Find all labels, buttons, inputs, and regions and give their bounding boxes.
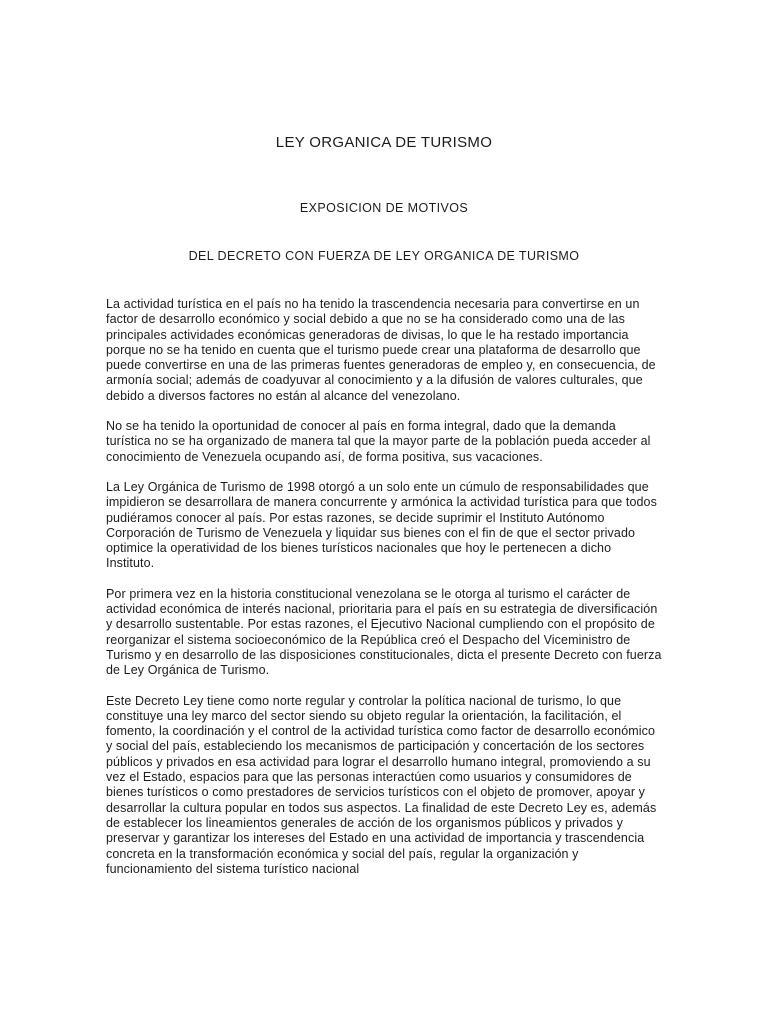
document-title: LEY ORGANICA DE TURISMO: [275, 134, 493, 151]
document-subtitle: EXPOSICION DE MOTIVOS: [299, 201, 469, 215]
document-subheading: DEL DECRETO CON FUERZA DE LEY ORGANICA DE TURISMO: [188, 249, 580, 263]
paragraph: La Ley Orgánica de Turismo de 1998 otorgó a un solo ente un cúmulo de responsabilidades que impidieron se desarrollara de manera concurrente y armónica la actividad turística para que todos pudiéramos conocer al país. Por estas razones, se decide suprimir el Instituto Autónomo Corporación de Turismo de Venezuela y liquidar sus bienes con el fin de que el sector privado optimice la operatividad de los bienes turísticos nacionales que hoy le pertenecen a dicho Instituto.: [106, 479, 657, 571]
paragraph: Por primera vez en la historia constitucional venezolana se le otorga al turismo el carácter de actividad económica de interés nacional, prioritaria para el país en su estrategia de diversificación y desarrollo sustentable. Por estas razones, el Ejecutivo Nacional cumpliendo con el propósito de reorganizar el sistema socioeconómico de la República creó el Despacho del Viceministro de Turismo y en desarrollo de las disposiciones constitucionales, dicta el presente Decreto con fuerza de Ley Orgánica de Turismo.: [106, 586, 662, 678]
document-body: [106, 297, 662, 892]
paragraph: No se ha tenido la oportunidad de conocer al país en forma integral, dado que la demanda turística no se ha organizado de manera tal que la mayor parte de la población pueda acceder al conocimiento de Venezuela ocupando así, de forma positiva, sus vacaciones.: [106, 419, 651, 464]
paragraph: La actividad turística en el país no ha tenido la trascendencia necesaria para convertirse en un factor de desarrollo económico y social debido a que no se ha considerado como una de las principales actividades económicas generadoras de divisas, lo que le ha restado importancia porque no se ha tenido en cuenta que el turismo puede crear una plataforma de desarrollo que puede convertirse en una de las primeras fuentes generadoras de empleo y, en consecuencia, de armonía social; además de coadyuvar al conocimiento y a la difusión de valores culturales, que debido a diversos factores no están al alcance del venezolano.: [106, 297, 656, 403]
paragraph: Este Decreto Ley tiene como norte regular y controlar la política nacional de turismo, lo que constituye una ley marco del sector siendo su objeto regular la orientación, la facilitación, el fomento, la coordinación y el control de la actividad turística como factor de desarrollo económico y social del país, estableciendo los mecanismos de participación y concertación de los sectores públicos y privados en esa actividad para lograr el desarrollo humano integral, promoviendo a su vez el Estado, espacios para que las personas interactúen como usuarios y consumidores de bienes turísticos o como prestadores de servicios turísticos con el objeto de promover, apoyar y desarrollar la cultura popular en todos sus aspectos. La finalidad de este Decreto Ley es, además de establecer los lineamientos generales de acción de los organismos públicos y privados y preservar y garantizar los intereses del Estado en una actividad de importancia y trascendencia concreta en la transformación económica y social del país, regular la organización y funcionamiento del sistema turístico nacional: [106, 693, 657, 876]
